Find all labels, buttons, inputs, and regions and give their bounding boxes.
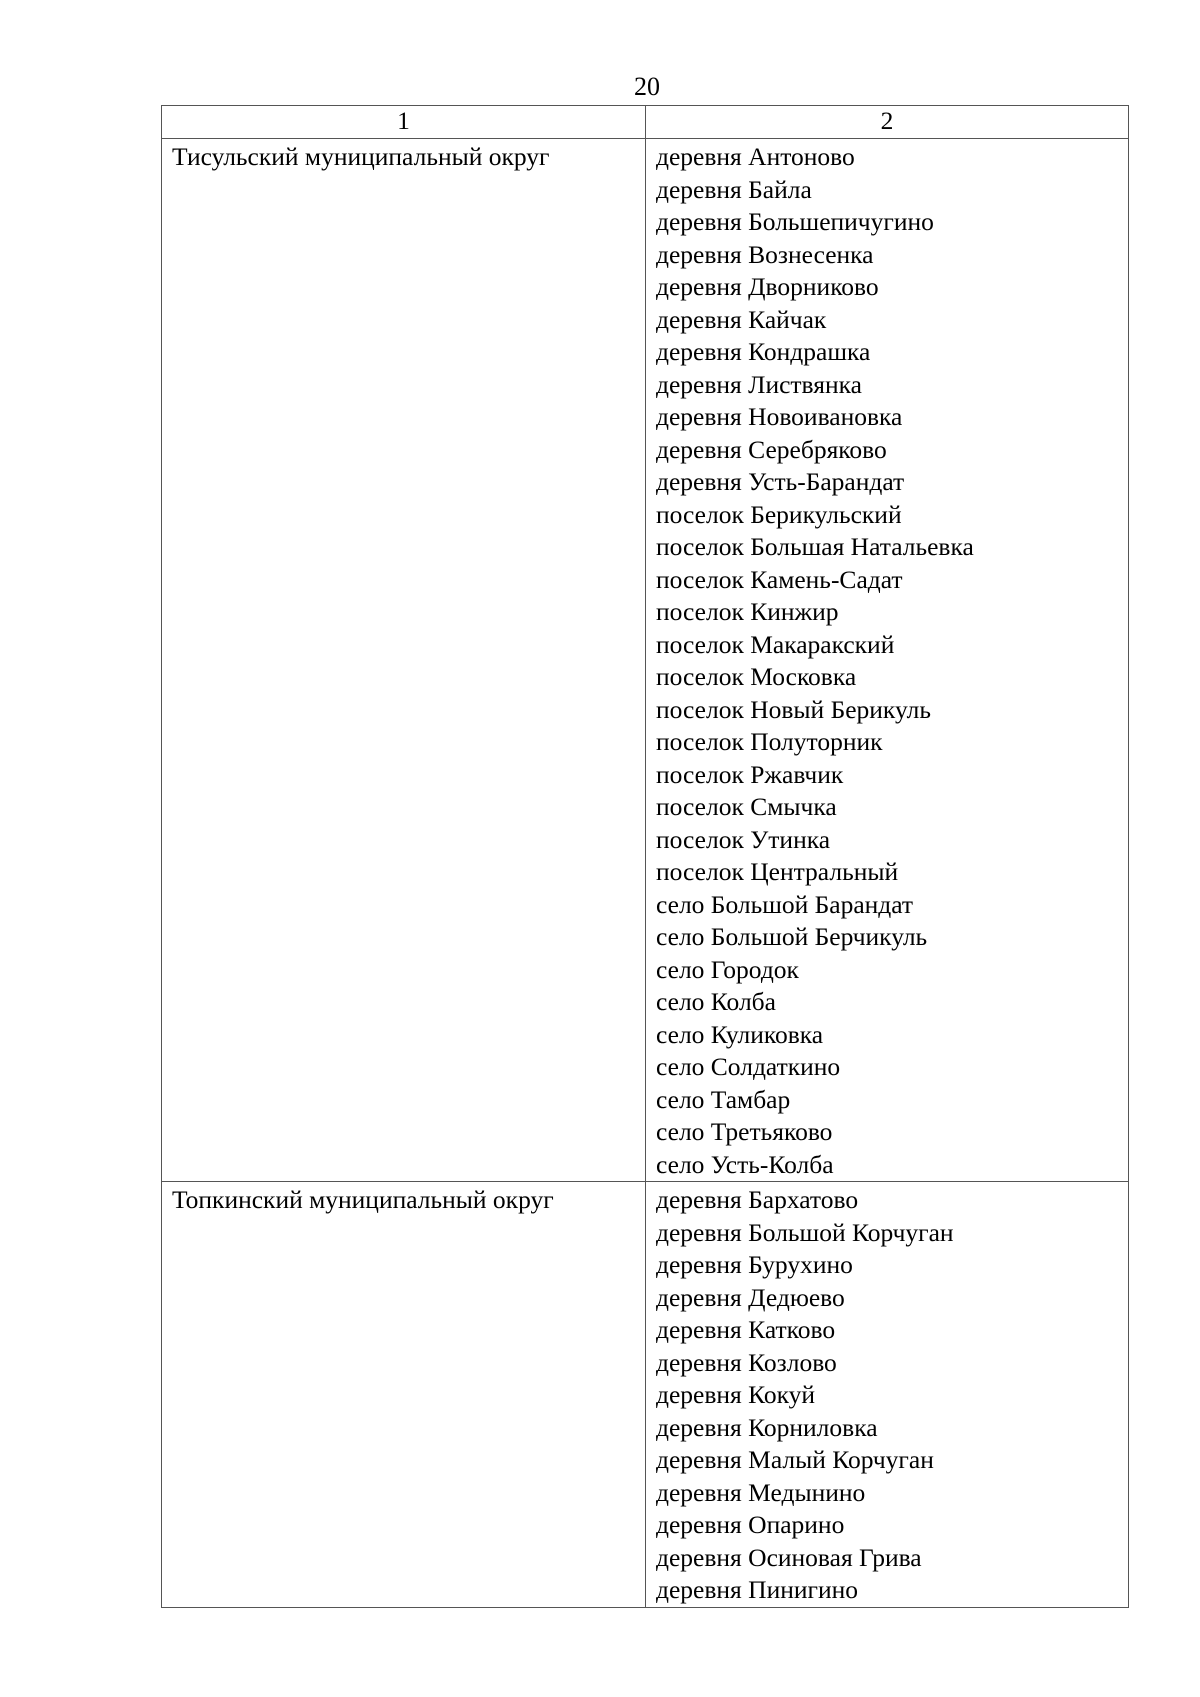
list-item: село Городок	[656, 954, 799, 984]
list-item: деревня Козлово	[656, 1347, 837, 1377]
list-item: деревня Медынино	[656, 1477, 866, 1507]
list-item: деревня Байла	[656, 174, 812, 204]
district-cell	[162, 139, 646, 1182]
list-item: деревня Бархатово	[656, 1185, 859, 1214]
list-item: деревня Новоивановка	[656, 402, 903, 431]
list-item: деревня Дворниково	[656, 272, 879, 301]
list-item: деревня Листвянка	[656, 369, 862, 399]
list-item: поселок Макаракский	[656, 629, 895, 659]
list-item: поселок Кинжир	[656, 597, 839, 626]
list-item: деревня Осиновая Грива	[656, 1542, 922, 1572]
table-header-row	[162, 106, 1129, 139]
column-header-1: 1	[162, 106, 646, 139]
list-item: поселок Берикульский	[656, 499, 902, 529]
list-item: деревня Большепичугино	[656, 207, 934, 236]
list-item: поселок Утинка	[656, 824, 831, 854]
list-item: поселок Центральный	[656, 857, 899, 886]
list-item: деревня Вознесенка	[656, 239, 874, 269]
list-item: деревня Катково	[656, 1315, 836, 1344]
list-item: деревня Серебряково	[656, 434, 887, 464]
district-name: Топкинский муниципальный округ	[172, 1185, 554, 1214]
list-item: село Солдаткино	[656, 1052, 841, 1081]
places-cell	[646, 139, 1129, 1182]
list-item: поселок Смычка	[656, 792, 837, 821]
list-item: поселок Камень-Садат	[656, 564, 903, 594]
page-number: 20	[634, 72, 660, 101]
district-name: Тисульский муниципальный округ	[172, 142, 550, 171]
table-row	[162, 1182, 1129, 1608]
list-item: деревня Кондрашка	[656, 337, 871, 366]
list-item: село Колба	[656, 987, 776, 1016]
list-item: деревня Дедюево	[656, 1282, 845, 1312]
district-cell	[162, 1182, 646, 1608]
list-item: поселок Московка	[656, 662, 857, 691]
list-item: деревня Пинигино	[656, 1575, 859, 1604]
places-list	[656, 1182, 1118, 1607]
list-item: село Большой Барандат	[656, 889, 914, 919]
column-header-2: 2	[646, 106, 1129, 139]
settlements-table	[161, 105, 1129, 1608]
list-item: деревня Большой Корчуган	[656, 1217, 954, 1247]
places-list	[656, 139, 1118, 1181]
list-item: село Большой Берчикуль	[656, 922, 928, 951]
list-item: поселок Ржавчик	[656, 759, 844, 789]
places-cell	[646, 1182, 1129, 1608]
list-item: деревня Антоново	[656, 142, 855, 171]
list-item: деревня Кайчак	[656, 304, 827, 334]
list-item: село Усть-Колба	[656, 1149, 834, 1179]
list-item: деревня Бурухино	[656, 1250, 853, 1279]
list-item: деревня Усть-Барандат	[656, 467, 905, 496]
list-item: поселок Новый Берикуль	[656, 694, 931, 724]
list-item: поселок Большая Натальевка	[656, 532, 974, 561]
list-item: село Тамбар	[656, 1084, 791, 1114]
list-item: деревня Корниловка	[656, 1412, 878, 1442]
list-item: поселок Полуторник	[656, 727, 883, 756]
table-row	[162, 139, 1129, 1182]
list-item: деревня Кокуй	[656, 1380, 816, 1409]
list-item: деревня Опарино	[656, 1510, 845, 1539]
list-item: село Третьяково	[656, 1117, 833, 1146]
list-item: деревня Малый Корчуган	[656, 1445, 934, 1474]
list-item: село Куликовка	[656, 1019, 824, 1049]
